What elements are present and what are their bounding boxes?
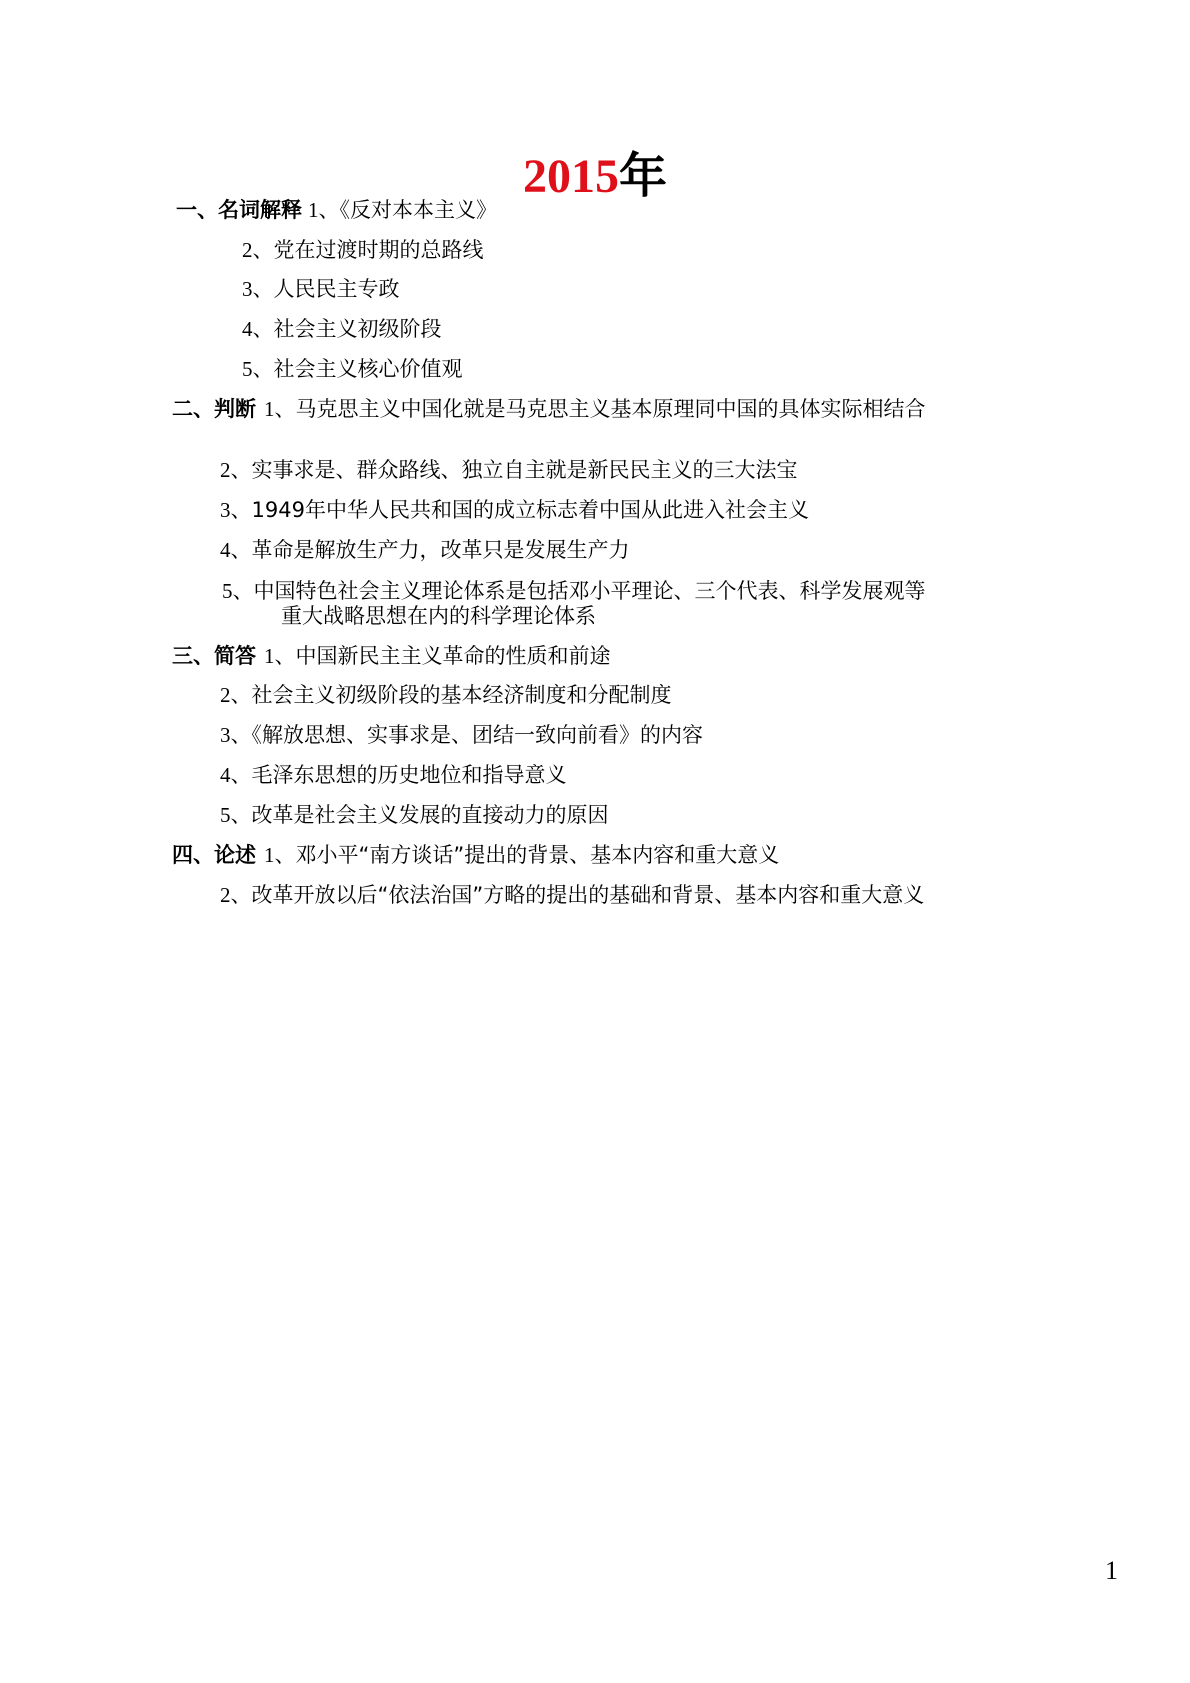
section-3-first-line — [172, 642, 611, 670]
title-year: 2015 — [522, 150, 619, 203]
item-number: 5、 — [242, 357, 274, 381]
item-text: 实事求是、群众路线、独立自主就是新民民主义的三大法宝 — [251, 458, 798, 482]
list-item-continuation — [281, 602, 596, 630]
item-text: 马克思主义中国化就是马克思主义基本原理同中国的具体实际相结合 — [295, 397, 926, 421]
item-number: 5、 — [222, 579, 254, 603]
item-number: 1、 — [264, 843, 296, 867]
list-item — [220, 681, 672, 709]
section-heading: 二、判断 — [172, 397, 256, 421]
item-text: 改革是社会主义发展的直接动力的原因 — [251, 803, 609, 827]
item-text: 社会主义初级阶段的基本经济制度和分配制度 — [251, 683, 672, 707]
item-number: 3、 — [220, 723, 252, 747]
section-2-first-line — [172, 395, 926, 423]
list-item — [220, 801, 609, 829]
item-text: 改革开放以后“依法治国”方略的提出的基础和背景、基本内容和重大意义 — [251, 883, 925, 907]
page-number: 1 — [1105, 1556, 1118, 1585]
item-number: 2、 — [242, 238, 274, 262]
title-suffix: 年 — [618, 148, 667, 204]
item-text: 邓小平“南方谈话”提出的背景、基本内容和重大意义 — [295, 843, 780, 867]
item-number: 2、 — [220, 458, 252, 482]
item-text: 革命是解放生产力，改革只是发展生产力 — [251, 538, 630, 562]
item-text: 《解放思想、实事求是、团结一致向前看》的内容 — [251, 723, 703, 747]
list-item — [242, 236, 484, 264]
item-number: 1、 — [264, 644, 296, 668]
item-number: 2、 — [220, 683, 252, 707]
item-number: 3、 — [242, 277, 274, 301]
item-number: 4、 — [242, 317, 274, 341]
section-1-first-line — [176, 196, 497, 224]
section-heading: 一、名词解释 — [176, 198, 302, 222]
list-item — [220, 496, 809, 524]
item-text: 毛泽东思想的历史地位和指导意义 — [251, 763, 567, 787]
item-number: 1、 — [308, 198, 340, 222]
section-4-first-line — [172, 841, 779, 869]
item-text: 重大战略思想在内的科学理论体系 — [281, 604, 596, 628]
item-number: 5、 — [220, 803, 252, 827]
item-text: 1949年中华人民共和国的成立标志着中国从此进入社会主义 — [251, 498, 809, 522]
item-text: 党在过渡时期的总路线 — [273, 238, 484, 262]
list-item — [242, 315, 442, 343]
list-item — [242, 275, 400, 303]
list-item — [220, 881, 924, 909]
item-text: 人民民主专政 — [273, 277, 400, 301]
item-text: 《反对本本主义》 — [339, 198, 497, 222]
section-heading: 四、论述 — [172, 843, 256, 867]
list-item — [220, 456, 798, 484]
item-number: 4、 — [220, 538, 252, 562]
item-number: 4、 — [220, 763, 252, 787]
list-item — [242, 355, 463, 383]
item-text: 社会主义核心价值观 — [273, 357, 463, 381]
list-item — [220, 761, 567, 789]
list-item — [220, 721, 703, 749]
section-heading: 三、简答 — [172, 644, 256, 668]
item-number: 1、 — [264, 397, 296, 421]
list-item — [220, 536, 630, 564]
list-item — [222, 577, 926, 605]
item-number: 2、 — [220, 883, 252, 907]
item-text: 社会主义初级阶段 — [273, 317, 442, 341]
item-number: 3、 — [220, 498, 252, 522]
item-text: 中国新民主主义革命的性质和前途 — [295, 644, 611, 668]
item-text: 中国特色社会主义理论体系是包括邓小平理论、三个代表、科学发展观等 — [253, 579, 926, 603]
